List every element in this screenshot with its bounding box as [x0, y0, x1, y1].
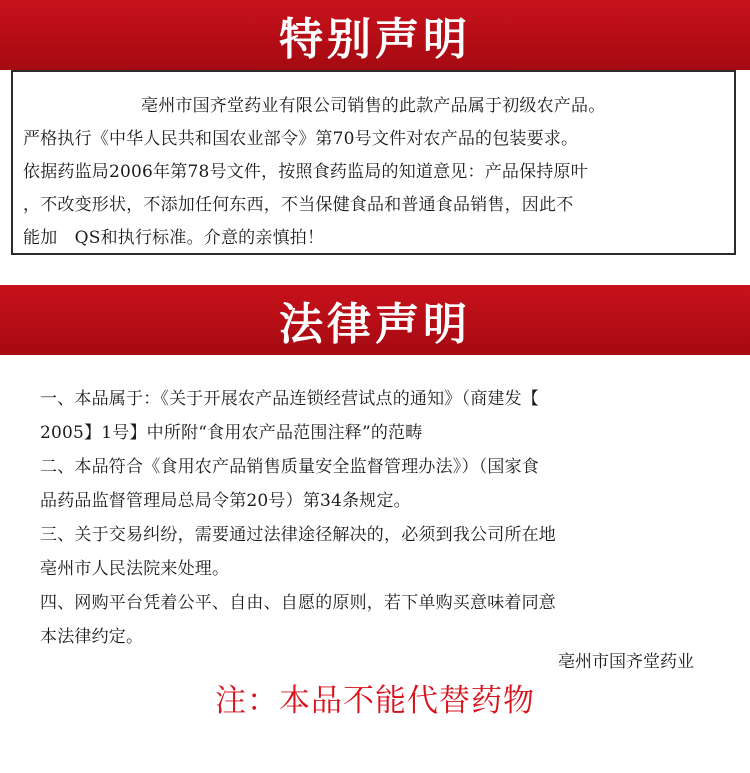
- legal-line: 品药品监督管理局总局令第20号）第34条规定。: [40, 491, 411, 511]
- notice-line: 亳州市国齐堂药业有限公司销售的此款产品属于初级农产品。: [141, 96, 606, 116]
- special-statement-banner: [0, 0, 750, 70]
- special-statement-title: 特别声明: [279, 14, 471, 65]
- company-signature: 亳州市国齐堂药业: [558, 652, 694, 672]
- legal-statement-body: [40, 382, 720, 654]
- notice-line: 能加 QS和执行标准。介意的亲慎拍！: [23, 228, 325, 248]
- legal-statement-banner: [0, 285, 750, 355]
- legal-line: 二、本品符合《食用农产品销售质量安全监督管理办法》）（国家食: [40, 457, 539, 477]
- legal-line: 亳州市人民法院来处理。: [40, 559, 230, 579]
- special-statement-box: [11, 70, 736, 255]
- notice-line: 依据药监局2006年第78号文件，按照食药监局的知道意见：产品保持原叶: [23, 162, 588, 182]
- legal-line: 三、关于交易纠纷，需要通过法律途径解决的，必须到我公司所在地: [40, 525, 556, 545]
- notice-line: ，不改变形状，不添加任何东西，不当保健食品和普通食品销售，因此不: [23, 195, 574, 215]
- legal-line: 一、本品属于：《关于开展农产品连锁经营试点的通知》（商建发【: [40, 389, 539, 409]
- legal-line: 2005】1号】中所附“食用农产品范围注释”的范畴: [40, 423, 423, 443]
- warning-notice: 注：本品不能代替药物: [215, 683, 535, 719]
- legal-statement-title: 法律声明: [279, 299, 471, 350]
- notice-line: 严格执行《中华人民共和国农业部令》第70号文件对农产品的包装要求。: [23, 129, 579, 149]
- legal-line: 本法律约定。: [40, 627, 144, 647]
- legal-line: 四、网购平台凭着公平、自由、自愿的原则，若下单购买意味着同意: [40, 593, 556, 613]
